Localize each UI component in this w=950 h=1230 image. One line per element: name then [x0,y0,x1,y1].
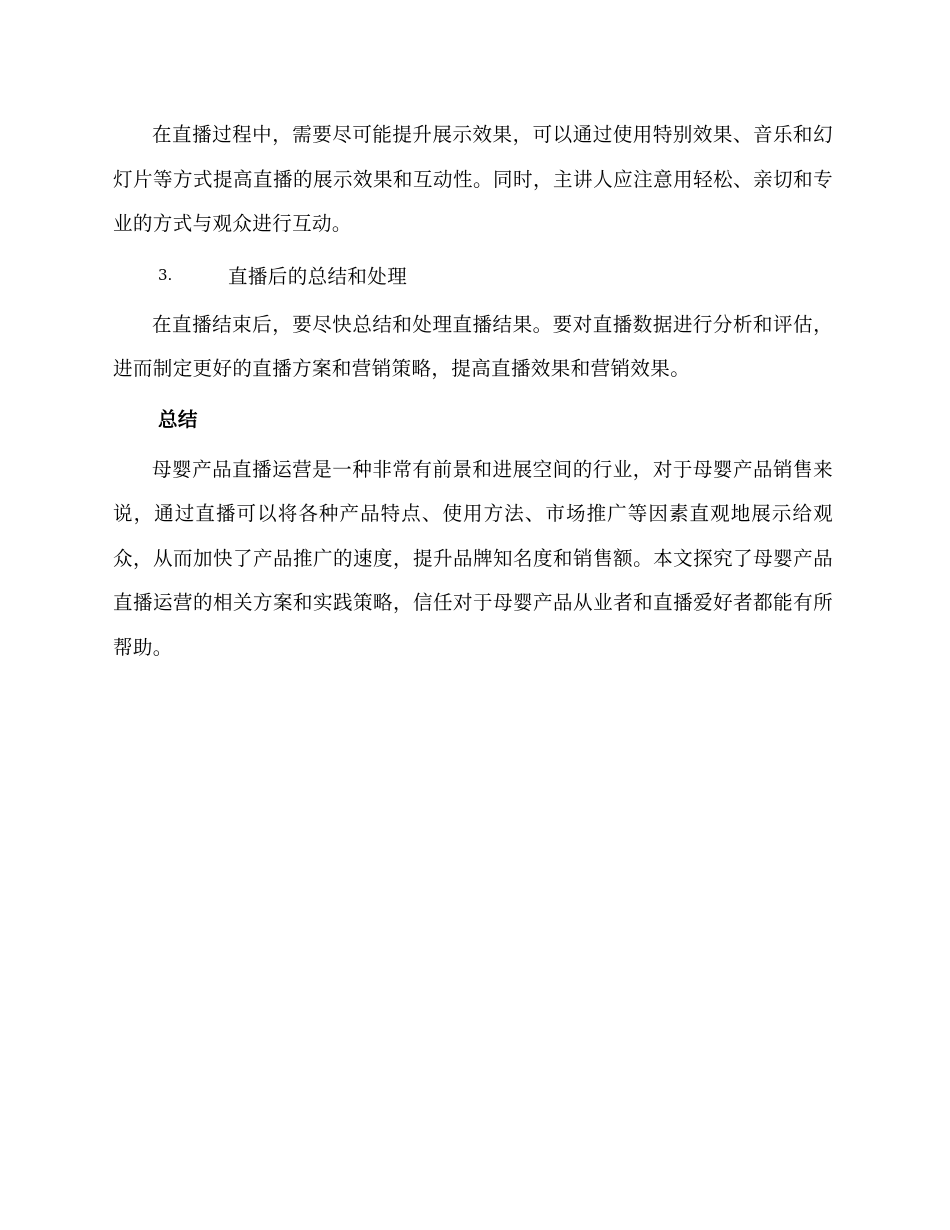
document-body [113,113,833,670]
paragraph-post-live-summary: 在直播结束后，要尽快总结和处理直播结果。要对直播数据进行分析和评估，进而制定更好的直播方案和营销策略，提高直播效果和营销效果。 [113,312,833,380]
section-heading-3 [113,253,833,297]
section-title: 直播后的总结和处理 [228,264,408,288]
section-number: 3. [158,265,173,284]
paragraph-live-presentation: 在直播过程中，需要尽可能提升展示效果，可以通过使用特别效果、音乐和幻灯片等方式提高直播的展示效果和互动性。同时，主讲人应注意用轻松、亲切和专业的方式与观众进行互动。 [113,123,833,235]
paragraph-conclusion: 母婴产品直播运营是一种非常有前景和进展空间的行业，对于母婴产品销售来说，通过直播可以将各种产品特点、使用方法、市场推广等因素直观地展示给观众，从而加快了产品推广的速度，提升品牌知名度和销售额。本文探究了母婴产品直播运营的相关方案和实践策略，信任对于母婴产品从业者和直播爱好者都能有所帮助。 [113,457,833,659]
summary-heading: 总结 [158,407,198,431]
